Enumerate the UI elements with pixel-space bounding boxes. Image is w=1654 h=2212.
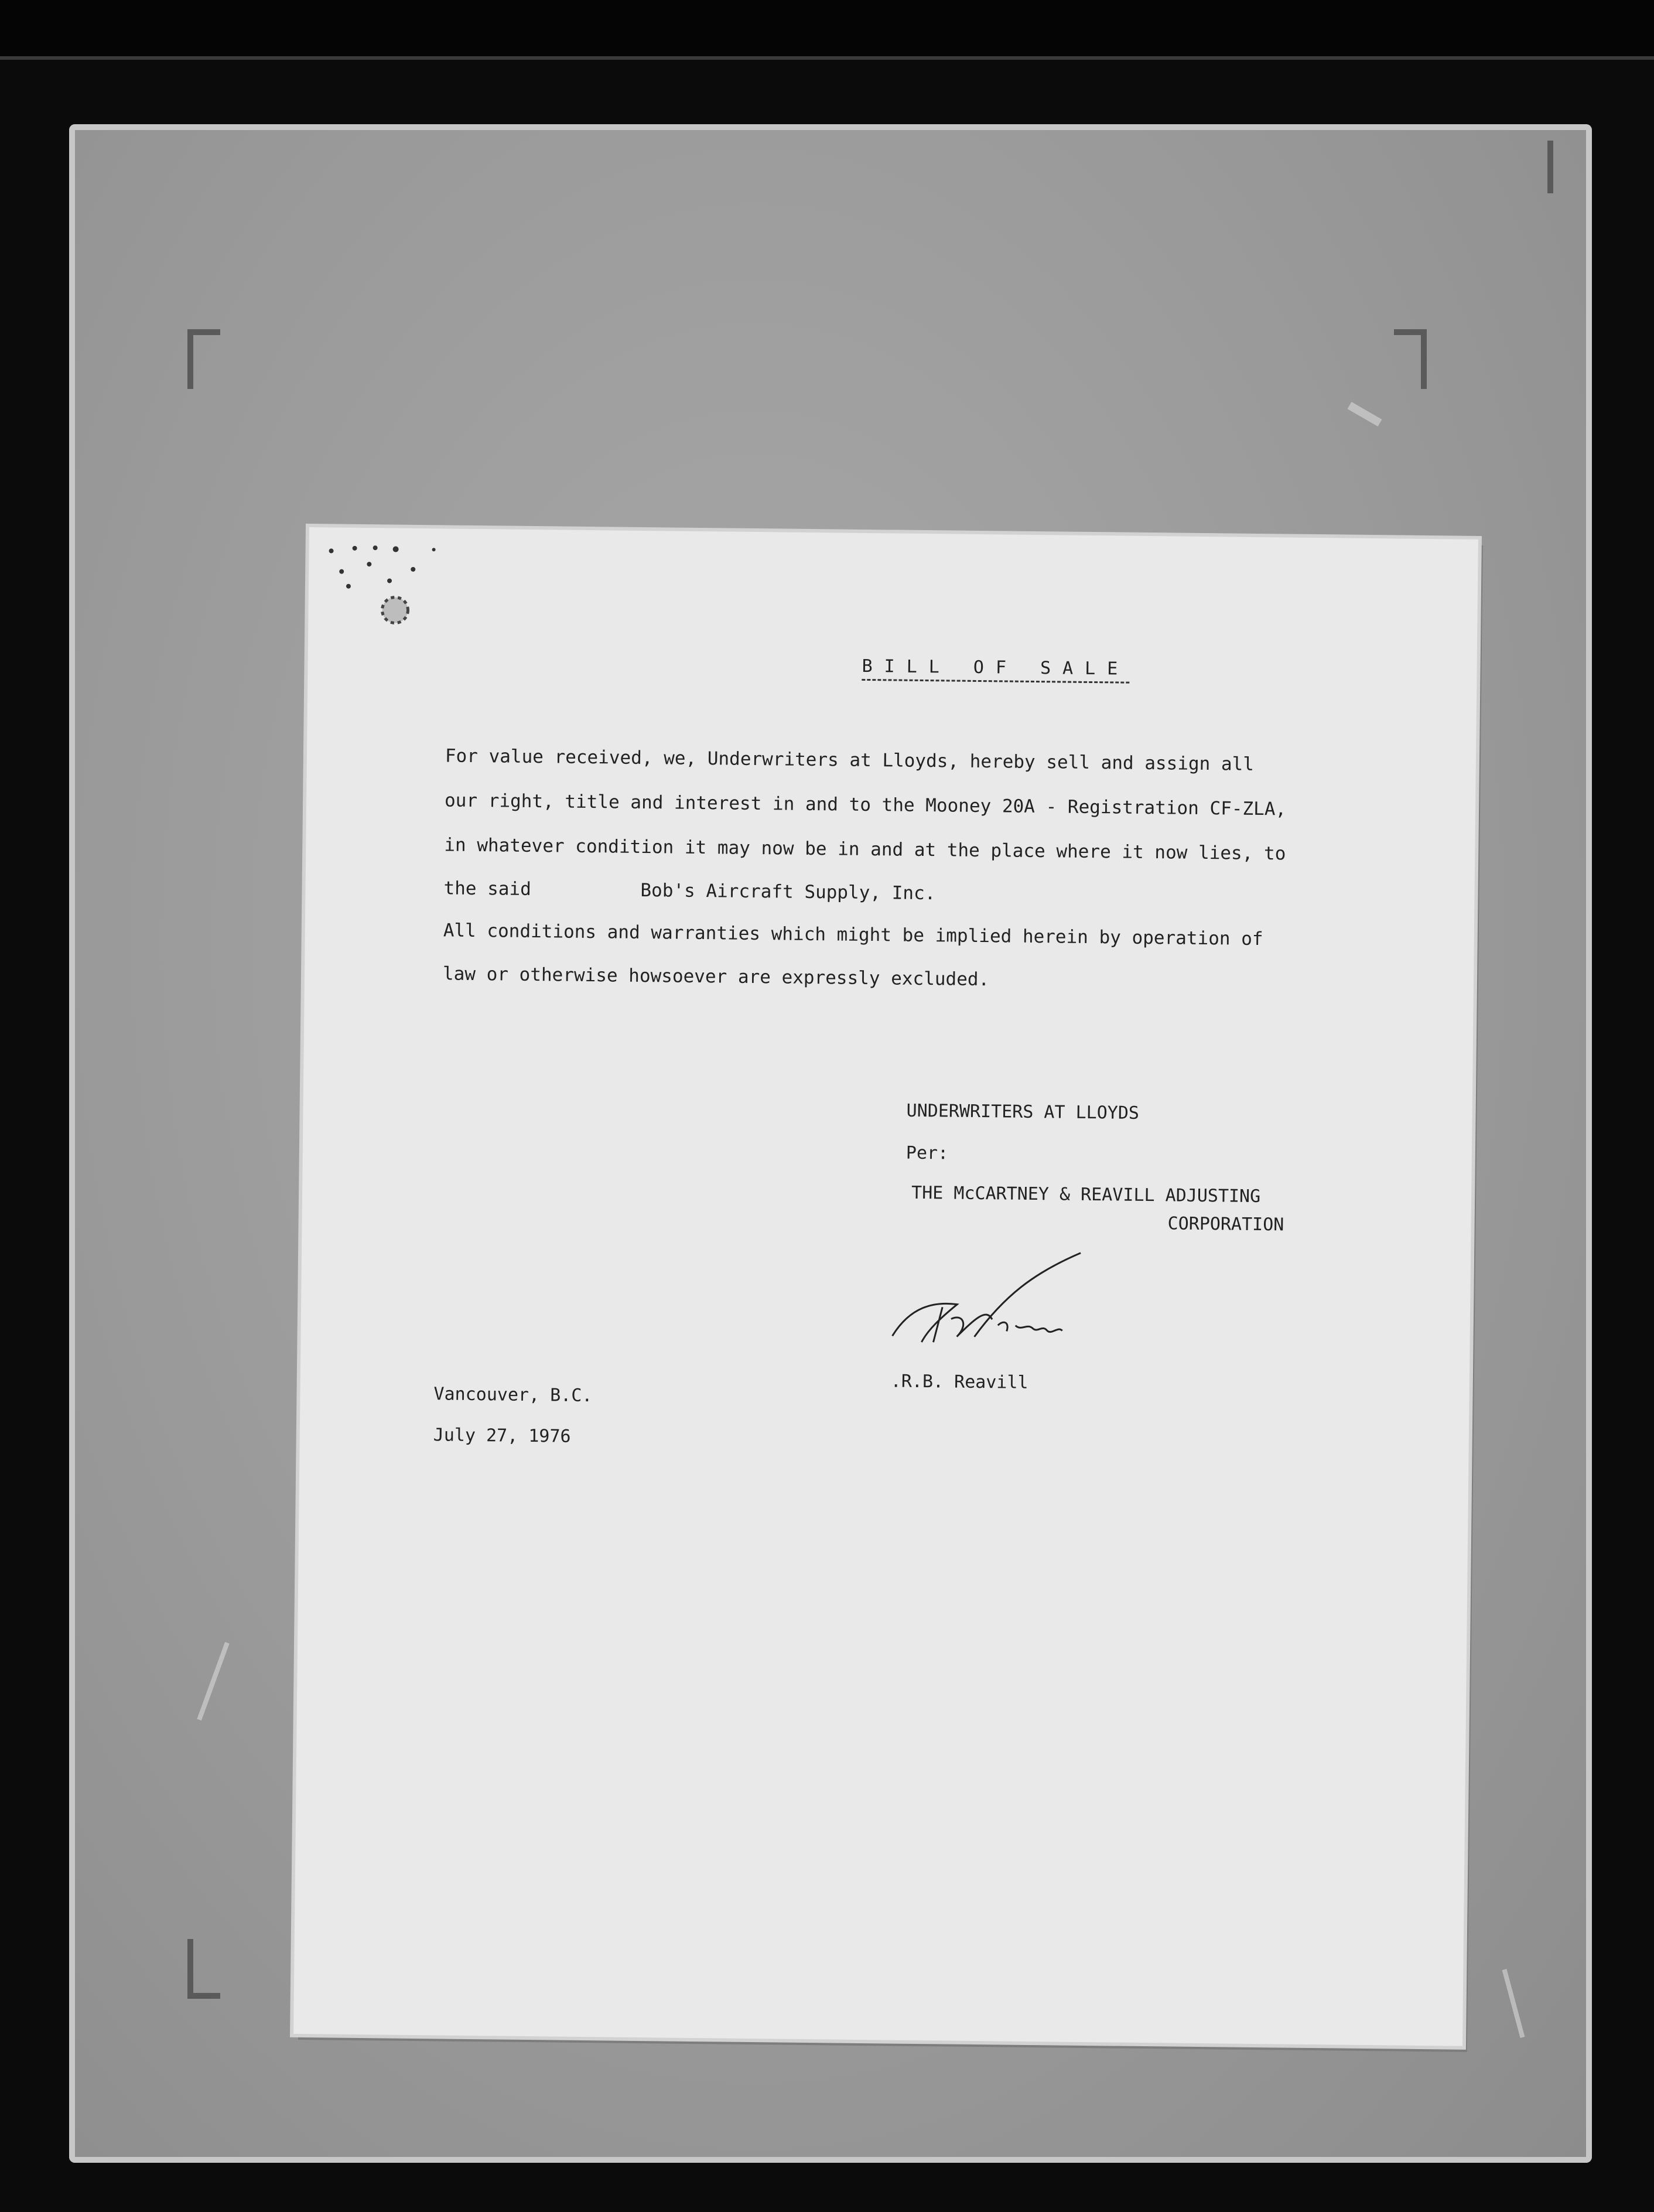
- handwritten-signature: [886, 1248, 1110, 1367]
- per-label: Per:: [905, 1142, 949, 1164]
- company-name-line2: CORPORATION: [1167, 1213, 1284, 1235]
- document-page: [293, 527, 1478, 2046]
- body-line: law or otherwise howsoever are expressly excluded.: [442, 963, 990, 991]
- document-date: July 27, 1976: [433, 1425, 571, 1447]
- film-edge: [0, 0, 1654, 60]
- body-line: For value received, we, Underwriters at Lloyds, hereby sell and assign all: [445, 745, 1255, 775]
- body-line: our right, title and interest in and to the Mooney 20A - Registration CF-ZLA,: [444, 790, 1287, 820]
- signatory-party: UNDERWRITERS AT LLOYDS: [906, 1100, 1140, 1124]
- crop-mark-top-left: [187, 329, 220, 389]
- crop-mark-bottom-left: [187, 1939, 220, 1999]
- crop-mark-right-edge: [1547, 141, 1553, 193]
- signer-name: .R.B. Reavill: [890, 1371, 1028, 1393]
- body-line: the said Bob's Aircraft Supply, Inc.: [443, 878, 936, 904]
- punch-holes-mark: [324, 545, 478, 664]
- place-of-signing: Vancouver, B.C.: [433, 1384, 593, 1407]
- body-line: All conditions and warranties which might be implied herein by operation of: [443, 920, 1263, 950]
- body-line: in whatever condition it may now be in and at the place where it now lies, to: [444, 834, 1286, 865]
- document-title: BILL OF SALE: [862, 656, 1129, 684]
- crop-mark-top-right: [1394, 329, 1427, 389]
- company-name-line1: THE McCARTNEY & REAVILL ADJUSTING: [911, 1182, 1261, 1207]
